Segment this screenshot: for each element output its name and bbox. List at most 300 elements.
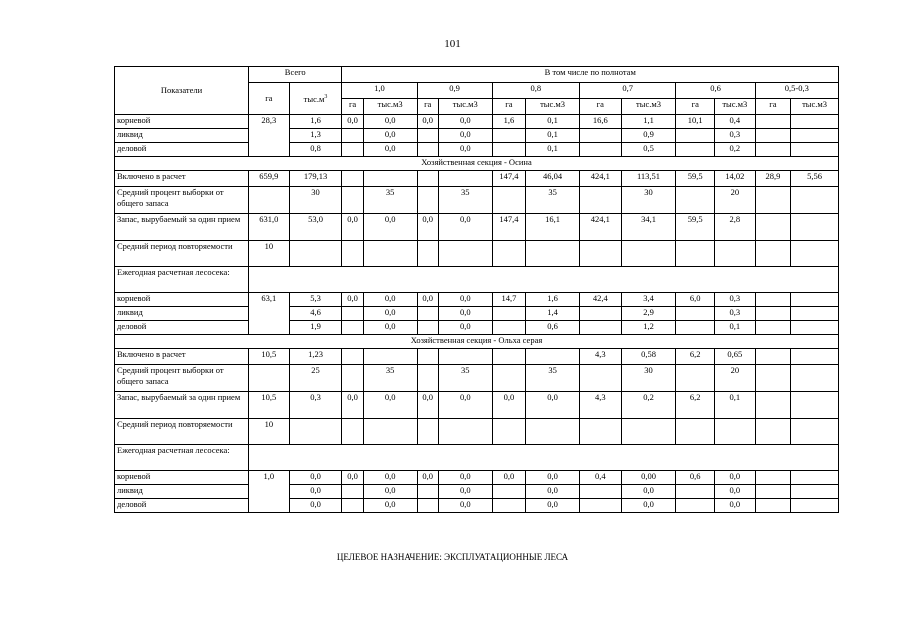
density-vol-cell: 0,0 <box>438 307 492 321</box>
density-vol-cell: 0,0 <box>363 293 417 307</box>
density-ha-cell: 4,3 <box>579 349 621 365</box>
empty-cell <box>342 419 363 445</box>
density-ha-cell <box>492 499 526 513</box>
density-vol-cell <box>438 171 492 187</box>
annual-label-row <box>115 445 839 471</box>
density-vol-cell: 0,0 <box>438 321 492 335</box>
empty-cell <box>417 241 438 267</box>
header-density-6: 0,5-0,3 <box>755 83 838 99</box>
density-ha-cell <box>579 485 621 499</box>
total-ha-cell: 10 <box>249 241 290 267</box>
density-vol-cell <box>791 349 839 365</box>
annual-row <box>115 485 839 499</box>
annual-row <box>115 293 839 307</box>
row-label: Средний период повторяемости <box>115 419 249 445</box>
density-vol-cell: 0,0 <box>363 129 417 143</box>
density-vol-cell: 0,0 <box>438 129 492 143</box>
density-ha-cell: 0,0 <box>492 392 526 419</box>
annual-row <box>115 499 839 513</box>
density-ha-cell: 10,1 <box>676 115 715 129</box>
row-label: корневой <box>115 471 249 485</box>
density-ha-cell <box>755 485 791 499</box>
total-ha-cell: 10,5 <box>249 392 290 419</box>
density-ha-cell: 0,0 <box>417 471 438 485</box>
density-vol-cell: 0,0 <box>363 214 417 241</box>
empty-cell <box>249 187 290 214</box>
empty-cell <box>676 419 715 445</box>
empty-cell <box>492 241 526 267</box>
density-vol-cell: 0,1 <box>526 143 580 157</box>
header-total-ha: га <box>249 83 290 115</box>
density-vol-cell: 0,3 <box>715 307 756 321</box>
header-density-3: 0,8 <box>492 83 579 99</box>
row-label: деловой <box>115 499 249 513</box>
header-density-2: 0,9 <box>417 83 492 99</box>
density-vol-cell: 0,3 <box>715 129 756 143</box>
unit-vol: тыс.м3 <box>715 99 756 115</box>
density-ha-cell: 14,7 <box>492 293 526 307</box>
unit-vol: тыс.м3 <box>438 99 492 115</box>
empty-cell <box>342 365 363 392</box>
density-vol-cell: 46,04 <box>526 171 580 187</box>
total-vol-cell: 53,0 <box>289 214 342 241</box>
density-ha-cell <box>676 321 715 335</box>
density-percent-cell: 35 <box>363 187 417 214</box>
header-total-vol <box>289 83 342 115</box>
row-label: деловой <box>115 321 249 335</box>
empty-cell <box>492 365 526 392</box>
density-vol-cell: 16,1 <box>526 214 580 241</box>
density-vol-cell: 2,9 <box>621 307 676 321</box>
density-ha-cell <box>676 307 715 321</box>
row-label: Запас, вырубаемый за один прием <box>115 392 249 419</box>
density-vol-cell <box>363 349 417 365</box>
density-vol-cell <box>526 349 580 365</box>
density-vol-cell: 0,0 <box>363 307 417 321</box>
unit-ha: га <box>417 99 438 115</box>
density-percent-cell: 20 <box>715 187 756 214</box>
total-vol-cell: 0,0 <box>289 485 342 499</box>
total-ha-cell: 10,5 <box>249 349 290 365</box>
density-ha-cell <box>417 499 438 513</box>
density-ha-cell <box>755 349 791 365</box>
density-vol-cell: 113,51 <box>621 171 676 187</box>
density-ha-cell: 1,6 <box>492 115 526 129</box>
row-label: ликвид <box>115 307 249 321</box>
density-vol-cell: 0,65 <box>715 349 756 365</box>
density-vol-cell: 0,0 <box>526 471 580 485</box>
density-ha-cell <box>342 143 363 157</box>
unit-ha: га <box>342 99 363 115</box>
row-label: деловой <box>115 143 249 157</box>
density-ha-cell: 0,0 <box>417 214 438 241</box>
density-vol-cell: 0,0 <box>621 499 676 513</box>
density-vol-cell: 2,8 <box>715 214 756 241</box>
total-vol-cell: 25 <box>289 365 342 392</box>
density-ha-cell: 0,0 <box>417 392 438 419</box>
density-ha-cell <box>492 349 526 365</box>
row-label: Ежегодная расчетная лесосека: <box>115 267 249 293</box>
density-ha-cell <box>342 485 363 499</box>
annual-row <box>115 471 839 485</box>
density-vol-cell: 0,0 <box>438 392 492 419</box>
density-percent-cell: 20 <box>715 365 756 392</box>
empty-cell <box>676 241 715 267</box>
empty-cell <box>363 419 417 445</box>
density-vol-cell <box>438 349 492 365</box>
total-ha-cell: 10 <box>249 419 290 445</box>
density-vol-cell: 5,56 <box>791 171 839 187</box>
row-label: Средний период повторяемости <box>115 241 249 267</box>
annual-row <box>115 129 839 143</box>
density-ha-cell <box>755 392 791 419</box>
density-vol-cell <box>791 485 839 499</box>
section-title: Хозяйственная секция - Осина <box>115 157 839 171</box>
empty-cell <box>579 187 621 214</box>
empty-cell <box>289 419 342 445</box>
density-ha-cell <box>755 129 791 143</box>
density-vol-cell: 0,0 <box>363 392 417 419</box>
density-ha-cell: 59,5 <box>676 171 715 187</box>
total-vol-cell: 1,3 <box>289 129 342 143</box>
total-vol-cell: 1,9 <box>289 321 342 335</box>
density-ha-cell: 0,0 <box>492 471 526 485</box>
empty-cell <box>676 365 715 392</box>
density-ha-cell: 0,0 <box>342 392 363 419</box>
density-ha-cell: 147,4 <box>492 214 526 241</box>
total-vol-cell: 0,3 <box>289 392 342 419</box>
row-label: корневой <box>115 293 249 307</box>
footer-purpose: ЦЕЛЕВОЕ НАЗНАЧЕНИЕ: ЭКСПЛУАТАЦИОННЫЕ ЛЕСА <box>336 552 569 562</box>
density-ha-cell <box>492 321 526 335</box>
empty-cell <box>755 419 791 445</box>
density-vol-cell: 0,1 <box>715 392 756 419</box>
density-ha-cell: 6,2 <box>676 349 715 365</box>
density-ha-cell <box>579 307 621 321</box>
density-ha-cell: 4,3 <box>579 392 621 419</box>
row-label: ликвид <box>115 129 249 143</box>
density-percent-cell: 35 <box>438 365 492 392</box>
total-vol-cell: 5,3 <box>289 293 342 307</box>
empty-cell <box>579 365 621 392</box>
total-vol-cell: 0,0 <box>289 471 342 485</box>
density-ha-cell: 0,4 <box>579 471 621 485</box>
density-vol-cell: 0,0 <box>363 143 417 157</box>
header-density-5: 0,6 <box>676 83 755 99</box>
empty-cell <box>791 419 839 445</box>
density-ha-cell <box>342 171 363 187</box>
empty-cell <box>621 419 676 445</box>
empty-cell <box>755 365 791 392</box>
density-vol-cell: 0,0 <box>363 499 417 513</box>
period-row <box>115 241 839 267</box>
density-vol-cell: 0,0 <box>363 485 417 499</box>
density-vol-cell: 0,0 <box>363 471 417 485</box>
included-row <box>115 349 839 365</box>
density-vol-cell <box>791 143 839 157</box>
density-ha-cell: 0,0 <box>417 115 438 129</box>
density-vol-cell: 1,2 <box>621 321 676 335</box>
header-total-vol-text: тыс.м <box>303 93 325 104</box>
empty-cell <box>676 187 715 214</box>
row-label: Включено в расчет <box>115 171 249 187</box>
density-ha-cell <box>492 143 526 157</box>
density-ha-cell <box>755 307 791 321</box>
density-vol-cell: 34,1 <box>621 214 676 241</box>
density-ha-cell: 147,4 <box>492 171 526 187</box>
total-ha-cell: 28,3 <box>249 115 290 157</box>
empty-cell <box>579 419 621 445</box>
density-ha-cell <box>579 129 621 143</box>
density-vol-cell: 0,0 <box>526 392 580 419</box>
density-vol-cell: 0,0 <box>621 485 676 499</box>
density-vol-cell: 1,4 <box>526 307 580 321</box>
density-ha-cell: 42,4 <box>579 293 621 307</box>
density-ha-cell <box>417 349 438 365</box>
empty-cell <box>363 241 417 267</box>
density-ha-cell <box>755 143 791 157</box>
period-row <box>115 419 839 445</box>
empty-cell <box>791 241 839 267</box>
density-vol-cell: 0,0 <box>363 115 417 129</box>
empty-cell <box>715 241 756 267</box>
total-vol-cell: 30 <box>289 187 342 214</box>
density-vol-cell: 0,00 <box>621 471 676 485</box>
density-ha-cell <box>342 349 363 365</box>
density-vol-cell <box>791 129 839 143</box>
density-percent-cell: 35 <box>438 187 492 214</box>
density-vol-cell: 3,4 <box>621 293 676 307</box>
density-ha-cell <box>755 321 791 335</box>
annual-row <box>115 321 839 335</box>
stock-row <box>115 392 839 419</box>
density-ha-cell <box>417 171 438 187</box>
total-vol-cell: 0,0 <box>289 499 342 513</box>
empty-cell <box>249 445 839 471</box>
density-vol-cell: 0,0 <box>715 471 756 485</box>
empty-cell <box>438 419 492 445</box>
density-vol-cell: 0,1 <box>526 115 580 129</box>
density-vol-cell <box>791 214 839 241</box>
empty-cell <box>755 187 791 214</box>
row-label: Запас, вырубаемый за один прием <box>115 214 249 241</box>
row-label: корневой <box>115 115 249 129</box>
density-ha-cell <box>342 129 363 143</box>
header-density-1: 1,0 <box>342 83 417 99</box>
empty-cell <box>579 241 621 267</box>
empty-cell <box>492 187 526 214</box>
density-vol-cell: 0,0 <box>363 321 417 335</box>
row-label: Средний процент выборки от общего запаса <box>115 365 249 392</box>
header-total: Всего <box>249 67 342 83</box>
empty-cell <box>755 241 791 267</box>
unit-ha: га <box>492 99 526 115</box>
density-vol-cell <box>791 471 839 485</box>
empty-cell <box>249 365 290 392</box>
density-ha-cell <box>417 129 438 143</box>
density-vol-cell: 1,6 <box>526 293 580 307</box>
stock-row <box>115 214 839 241</box>
density-ha-cell <box>755 214 791 241</box>
density-ha-cell <box>417 143 438 157</box>
header-density-4: 0,7 <box>579 83 675 99</box>
density-percent-cell: 30 <box>621 365 676 392</box>
density-vol-cell: 0,5 <box>621 143 676 157</box>
unit-vol: тыс.м3 <box>621 99 676 115</box>
density-vol-cell: 0,0 <box>526 485 580 499</box>
total-vol-cell: 1,23 <box>289 349 342 365</box>
page-number: 101 <box>444 38 461 50</box>
density-vol-cell: 0,0 <box>438 293 492 307</box>
empty-cell <box>342 187 363 214</box>
density-ha-cell: 0,0 <box>342 214 363 241</box>
total-vol-cell: 4,6 <box>289 307 342 321</box>
empty-cell <box>526 241 580 267</box>
density-ha-cell: 0,6 <box>676 471 715 485</box>
forest-harvest-table <box>114 66 839 513</box>
section-title-row <box>115 335 839 349</box>
density-vol-cell: 1,1 <box>621 115 676 129</box>
density-ha-cell <box>676 129 715 143</box>
annual-row <box>115 115 839 129</box>
density-ha-cell: 59,5 <box>676 214 715 241</box>
density-vol-cell: 0,0 <box>715 485 756 499</box>
total-vol-cell: 0,8 <box>289 143 342 157</box>
density-percent-cell: 35 <box>526 365 580 392</box>
density-ha-cell <box>676 143 715 157</box>
row-label: Средний процент выборки от общего запаса <box>115 187 249 214</box>
empty-cell <box>526 419 580 445</box>
unit-ha: га <box>579 99 621 115</box>
header-indicators: Показатели <box>115 67 249 115</box>
empty-cell <box>289 241 342 267</box>
density-ha-cell <box>755 471 791 485</box>
density-vol-cell: 0,0 <box>438 471 492 485</box>
total-ha-cell: 631,0 <box>249 214 290 241</box>
row-label: Ежегодная расчетная лесосека: <box>115 445 249 471</box>
density-vol-cell: 0,0 <box>438 214 492 241</box>
density-ha-cell: 6,0 <box>676 293 715 307</box>
density-vol-cell: 0,0 <box>715 499 756 513</box>
density-ha-cell: 424,1 <box>579 171 621 187</box>
density-vol-cell: 0,1 <box>715 321 756 335</box>
density-ha-cell <box>755 499 791 513</box>
empty-cell <box>417 365 438 392</box>
header-including: В том числе по полнотам <box>342 67 839 83</box>
density-ha-cell <box>342 499 363 513</box>
density-ha-cell <box>492 129 526 143</box>
density-vol-cell: 0,0 <box>438 485 492 499</box>
density-ha-cell <box>755 293 791 307</box>
density-percent-cell <box>791 365 839 392</box>
density-vol-cell: 0,0 <box>438 499 492 513</box>
total-vol-cell: 179,13 <box>289 171 342 187</box>
annual-label-row <box>115 267 839 293</box>
empty-cell <box>621 241 676 267</box>
density-ha-cell <box>417 321 438 335</box>
density-vol-cell <box>363 171 417 187</box>
density-vol-cell: 0,0 <box>438 143 492 157</box>
density-ha-cell <box>579 499 621 513</box>
density-ha-cell: 28,9 <box>755 171 791 187</box>
section-title-row <box>115 157 839 171</box>
header-total-vol-sup: 3 <box>324 94 328 101</box>
density-vol-cell <box>791 115 839 129</box>
density-percent-cell: 30 <box>621 187 676 214</box>
density-ha-cell <box>492 307 526 321</box>
density-vol-cell: 0,4 <box>715 115 756 129</box>
density-ha-cell <box>342 321 363 335</box>
density-ha-cell: 0,0 <box>417 293 438 307</box>
unit-vol: тыс.м3 <box>363 99 417 115</box>
density-vol-cell <box>791 392 839 419</box>
density-vol-cell: 0,3 <box>715 293 756 307</box>
density-vol-cell <box>791 499 839 513</box>
empty-cell <box>417 187 438 214</box>
empty-cell <box>342 241 363 267</box>
density-ha-cell: 0,0 <box>342 115 363 129</box>
density-vol-cell: 0,0 <box>438 115 492 129</box>
density-vol-cell: 0,6 <box>526 321 580 335</box>
total-vol-cell: 1,6 <box>289 115 342 129</box>
density-ha-cell: 424,1 <box>579 214 621 241</box>
density-ha-cell <box>676 485 715 499</box>
density-vol-cell: 0,58 <box>621 349 676 365</box>
empty-cell <box>715 419 756 445</box>
density-ha-cell: 0,0 <box>342 471 363 485</box>
annual-row <box>115 143 839 157</box>
density-ha-cell <box>492 485 526 499</box>
density-vol-cell: 0,9 <box>621 129 676 143</box>
density-ha-cell <box>676 499 715 513</box>
density-vol-cell <box>791 293 839 307</box>
density-ha-cell <box>579 143 621 157</box>
row-label: Включено в расчет <box>115 349 249 365</box>
total-ha-cell: 659,9 <box>249 171 290 187</box>
density-ha-cell: 0,0 <box>342 293 363 307</box>
unit-vol: тыс.м3 <box>526 99 580 115</box>
included-row <box>115 171 839 187</box>
empty-cell <box>417 419 438 445</box>
density-vol-cell: 0,1 <box>526 129 580 143</box>
density-percent-cell <box>791 187 839 214</box>
density-percent-cell: 35 <box>526 187 580 214</box>
unit-ha: га <box>755 99 791 115</box>
density-vol-cell <box>791 307 839 321</box>
density-ha-cell: 6,2 <box>676 392 715 419</box>
density-ha-cell <box>417 307 438 321</box>
avg-percent-row <box>115 365 839 392</box>
annual-row <box>115 307 839 321</box>
density-ha-cell: 16,6 <box>579 115 621 129</box>
density-ha-cell <box>755 115 791 129</box>
row-label: ликвид <box>115 485 249 499</box>
density-ha-cell <box>579 321 621 335</box>
density-vol-cell: 14,02 <box>715 171 756 187</box>
density-ha-cell <box>417 485 438 499</box>
empty-cell <box>492 419 526 445</box>
density-vol-cell <box>791 321 839 335</box>
empty-cell <box>249 267 839 293</box>
density-percent-cell: 35 <box>363 365 417 392</box>
section-title: Хозяйственная секция - Ольха серая <box>115 335 839 349</box>
unit-vol: тыс.м3 <box>791 99 839 115</box>
unit-ha: га <box>676 99 715 115</box>
total-ha-cell: 63,1 <box>249 293 290 335</box>
density-vol-cell: 0,2 <box>621 392 676 419</box>
empty-cell <box>438 241 492 267</box>
density-vol-cell: 0,2 <box>715 143 756 157</box>
